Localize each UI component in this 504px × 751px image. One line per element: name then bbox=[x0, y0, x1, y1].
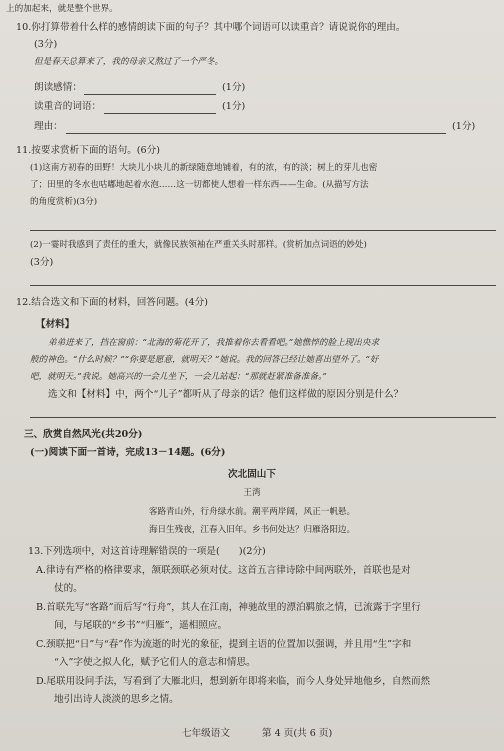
poem-line2: 海日生残夜，江春入旧年。乡书何处达？归雁洛阳边。 bbox=[148, 525, 356, 535]
q12-prompt: 12.结合选文和下面的材料，回答问题。(4分) bbox=[16, 297, 208, 308]
q13-option-a-line1: A.律诗有严格的格律要求，颔联颈联必须对仗。这首五言律诗除中间两联外，首联也是对 bbox=[36, 565, 411, 576]
q10-reason-blank bbox=[66, 133, 446, 134]
q12-material-line1: 弟弟进来了，挡在窗前：“北海的菊花开了，我推着你去看看吧。”她憔悴的脸上现出央求 bbox=[48, 338, 380, 348]
footer-page-number: 第 4 页(共 6 页) bbox=[262, 728, 333, 739]
q12-answer-line bbox=[30, 417, 496, 418]
q11-item1-answer-line bbox=[30, 230, 496, 231]
poem-author: 王湾 bbox=[243, 488, 261, 498]
q13-option-c-line1: C.颈联把“日”与“春”作为流逝的时光的象征，提到主语的位置加以强调，并且用“生”字和 bbox=[36, 639, 412, 650]
q10-feeling-label: 朗读感情： bbox=[34, 82, 82, 93]
q10-points: (3分) bbox=[34, 39, 58, 50]
q11-item1-line1: (1)这南方初春的田野！大块儿小块儿的新绿随意地铺着，有的浓，有的淡；树上的芽儿也密 bbox=[30, 163, 378, 173]
q13-option-a-line2: 仗的。 bbox=[54, 583, 83, 594]
q10-stress-points: (1分) bbox=[222, 101, 246, 112]
q10-reason-points: (1分) bbox=[452, 121, 476, 132]
section3-sub: (一)阅读下面一首诗，完成13－14题。(6分) bbox=[30, 447, 226, 458]
q11-item2-answer-line bbox=[30, 285, 496, 286]
q10-feeling-points: (1分) bbox=[222, 82, 246, 93]
q11-item1-line3: 的角度赏析)(3分) bbox=[30, 197, 98, 207]
section3-title: 三、欣赏自然风光(共20分) bbox=[24, 429, 143, 440]
q10-stress-blank bbox=[104, 113, 216, 114]
q11-item2-line1: (2)一霎时我感到了责任的重大，就像民族领袖在严重关头时那样。(赏析加点词语的妙处) bbox=[30, 240, 367, 250]
q12-material-tag: 【材料】 bbox=[36, 319, 75, 330]
q13-option-b-line2: 间，与尾联的“乡书”“归雁”，遥相照应。 bbox=[54, 620, 228, 631]
q11-prompt: 11.按要求赏析下面的语句。(6分) bbox=[16, 145, 160, 156]
q11-item1-line2: 了；田里的冬水也咕嘟地起着水泡……这一切都使人想着一样东西——生命。(从描写方法 bbox=[30, 180, 369, 190]
q13-option-c-line2: “入”字使之拟人化，赋予它们人的意志和情思。 bbox=[54, 657, 256, 668]
q11-item2-points: (3分) bbox=[30, 257, 54, 268]
q13-prompt: 13.下列选项中，对这首诗理解错误的一项是( )(2分) bbox=[28, 546, 266, 557]
q10-reason-label: 理由： bbox=[34, 121, 63, 132]
q10-stress-label: 读重音的词语： bbox=[34, 101, 102, 112]
q13-option-d-line1: D.尾联用设问手法，写看到了大雁北归，想到新年即将来临，而今人身处异地他乡，自然而然 bbox=[36, 676, 431, 687]
q13-option-d-line2: 地引出诗人淡淡的思乡之情。 bbox=[54, 694, 179, 705]
poem-line1: 客路青山外，行舟绿水前。潮平两岸阔，风正一帆悬。 bbox=[148, 507, 356, 517]
poem-title: 次北固山下 bbox=[228, 469, 276, 480]
q10-feeling-blank bbox=[84, 94, 216, 95]
q10-quote: 但是春天总算来了，我的母亲又熬过了一个严冬。 bbox=[34, 57, 224, 67]
q10-prompt: 10.你打算带着什么样的感情朗读下面的句子？其中哪个词语可以读重音？请说说你的理由。 bbox=[16, 22, 406, 33]
q13-option-b-line1: B.首联先写“客路”而后写“行舟”，其人在江南，神驰故里的漂泊羁旅之情，已流露于字里行 bbox=[36, 602, 421, 613]
q12-material-line3: 吧，就明天。”我说。她高兴的一会儿坐下，一会儿站起：“那就赶紧准备准备。” bbox=[30, 372, 327, 382]
top-line: 上的加起来，就是整个世界。 bbox=[6, 4, 118, 14]
q12-material-line2: 般的神色。“什么时候？”“你要是愿意，就明天？”她说。我的回答已经让她喜出望外了。“好 bbox=[30, 355, 379, 365]
q12-question: 选文和【材料】中，两个“儿子”都听从了母亲的话？他们这样做的原因分别是什么？ bbox=[48, 389, 404, 400]
footer-subject: 七年级语文 bbox=[182, 728, 230, 739]
